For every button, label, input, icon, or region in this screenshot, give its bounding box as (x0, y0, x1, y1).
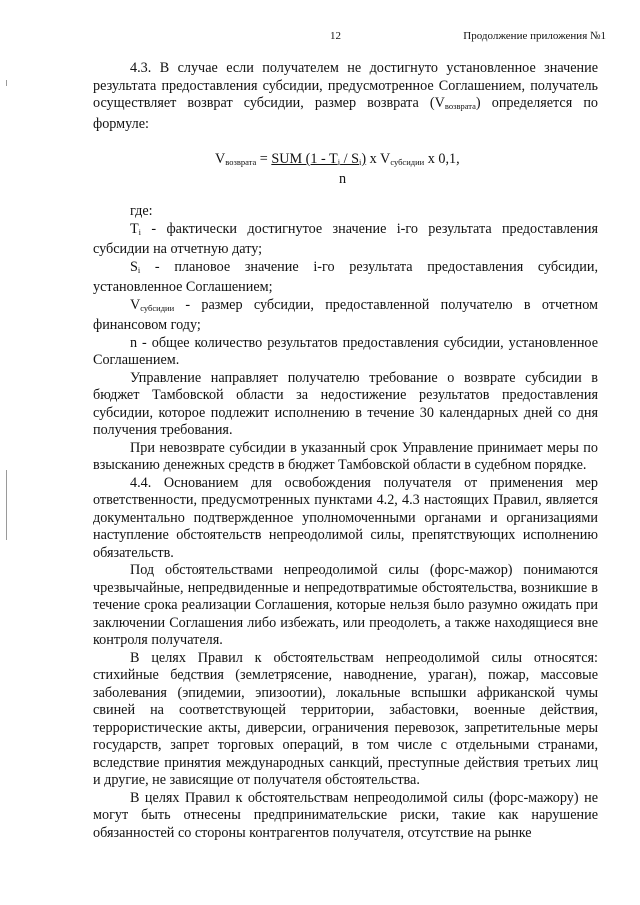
definition-n: n - общее количество результатов предоставления субсидии, установленное Соглашением. (93, 334, 598, 368)
continuation-label: Продолжение приложения №1 (463, 30, 606, 42)
paragraph-force-majeure-list: В целях Правил к обстоятельствам непреодолимой силы относятся: стихийные бедствия (землетрясение, наводнение, ураган), пожар, массовые заболевания (эпидемии, эпизоотии), локальные вспышки африканской чумы свиней на соответствующей территории, забастовки, военные действия, террористические акты, диверсии, ограничения перевозок, запретительные меры государств, запрет торговых операций, в том числе с отдельными странами, вследствие принятия международных санкций, преступные действия третьих лиц и другие, не зависящие от получателя обстоятельства. (93, 649, 598, 788)
page-number: 12 (330, 30, 341, 42)
definition-t: $T_i$ - фактически достигнутое значение i-го результата предоставления субсидии на отчетную дату; (93, 220, 598, 257)
definition-v: $V_{субсидии}$ - размер субсидии, предоставленной получателю в отчетном финансовом году; (93, 296, 598, 333)
margin-mark (6, 80, 7, 86)
formula-numerator: SUM $(1 - T_i / S_i)$ (271, 151, 367, 167)
formula-denominator: n (339, 171, 347, 187)
paragraph-demand: Управление направляет получателю требование о возврате субсидии в бюджет Тамбовской области за недостижение результатов предоставления субсидии, которое подлежит исполнению в течение 30 календарных дней со дня получения требования. (93, 369, 598, 438)
paragraph-nonreturn: При невозврате субсидии в указанный срок Управление принимает меры по взысканию денежных средств в бюджет Тамбовской области в судебном порядке. (93, 439, 598, 473)
paragraph-4-4: 4.4. Основанием для освобождения получателя от применения мер ответственности, предусмотренных пунктами 4.2, 4.3 настоящих Правил, является документально подтвержденное уполномоченными органами и организациями наступление обстоятельств непреодолимой силы, препятствующих исполнению обязательств. (93, 474, 598, 561)
paragraph-4-3: 4.3. В случае если получателем не достигнуто установленное значение результата предоставления субсидии, предусмотренное Соглашением, получатель осуществляет возврат субсидии, размер возврата $(V_{возврата})$ определяется по формуле: (93, 60, 599, 132)
margin-mark (6, 470, 7, 540)
document-body (93, 60, 598, 842)
formula-expression: $V_{возврата}$ = SUM $(1 - T_i / S_i)$ x $V_{субсидии}$ x 0,1, (215, 151, 460, 167)
definition-s: $S_i$ - плановое значение i-го результата предоставления субсидии, установленное Соглашением; (93, 258, 598, 295)
paragraph-force-majeure: Под обстоятельствами непреодолимой силы (форс-мажор) понимаются чрезвычайные, непредвиденные и непредотвратимые обстоятельства, возникшие в течение срока реализации Соглашения, которые нельзя было разумно ожидать при заключении Соглашения либо избежать, или преодолеть, а также находящиеся вне контроля получателя. (93, 562, 598, 648)
paragraph-exclusions: В целях Правил к обстоятельствам непреодолимой силы (форс-мажору) не могут быть отнесены предпринимательские риски, такие как нарушение обязанностей со стороны контрагентов получателя, отсутствие на рынке (93, 789, 598, 841)
refund-formula (93, 151, 598, 189)
where-label: где: (130, 203, 153, 219)
